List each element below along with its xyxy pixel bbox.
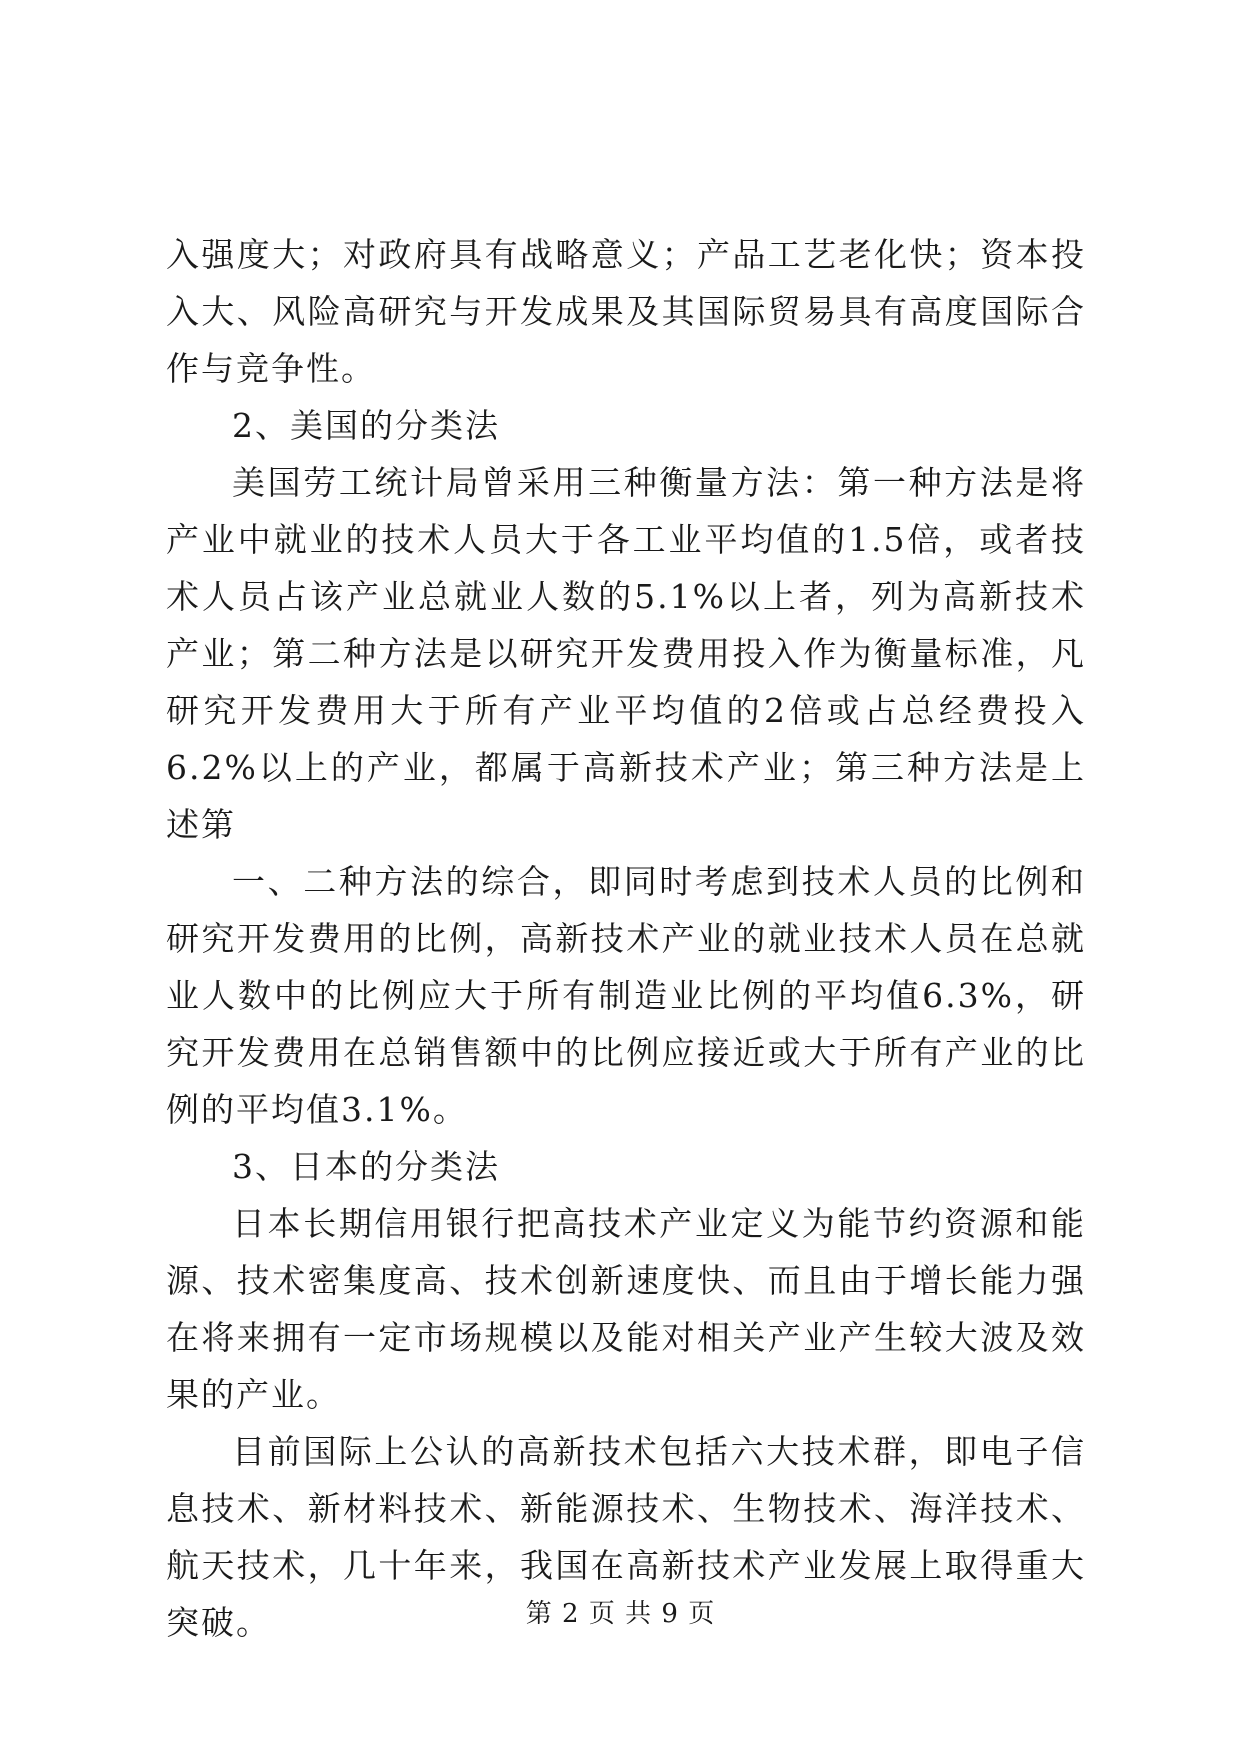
section-heading-japan-classification: 3、日本的分类法 xyxy=(232,1147,500,1186)
page-number-footer: 第 2 页 共 9 页 xyxy=(525,1599,716,1629)
paragraph-japan-definition: 日本长期信用银行把高技术产业定义为能节约资源和能源、技术密集度高、技术创新速度快、而且由于增长能力强在将来拥有一定市场规模以及能对相关产业产生较大波及效果的产业。 xyxy=(166,1204,1086,1414)
paragraph-usa-methods: 美国劳工统计局曾采用三种衡量方法：第一种方法是将产业中就业的技术人员大于各工业平均值的1.5倍，或者技术人员占该产业总就业人数的5.1%以上者，列为高新技术产业；第二种方法是以研究开发费用投入作为衡量标准，凡研究开发费用大于所有产业平均值的2倍或占总经费投入6.2%以上的产业，都属于高新技术产业；第三种方法是上述第 xyxy=(166,463,1086,844)
paragraph-six-tech-groups: 目前国际上公认的高新技术包括六大技术群，即电子信息技术、新材料技术、新能源技术、生物技术、海洋技术、航天技术，几十年来，我国在高新技术产业发展上取得重大突破。 xyxy=(166,1432,1086,1642)
paragraph-continuation: 入强度大；对政府具有战略意义；产品工艺老化快；资本投入大、风险高研究与开发成果及其国际贸易具有高度国际合作与竞争性。 xyxy=(166,235,1086,388)
paragraph-combined-method: 一、二种方法的综合，即同时考虑到技术人员的比例和研究开发费用的比例，高新技术产业的就业技术人员在总就业人数中的比例应大于所有制造业比例的平均值6.3%，研究开发费用在总销售额中的比例应接近或大于所有产业的比例的平均值3.1%。 xyxy=(166,862,1086,1129)
section-heading-usa-classification: 2、美国的分类法 xyxy=(232,406,500,445)
document-body xyxy=(166,226,1086,1651)
